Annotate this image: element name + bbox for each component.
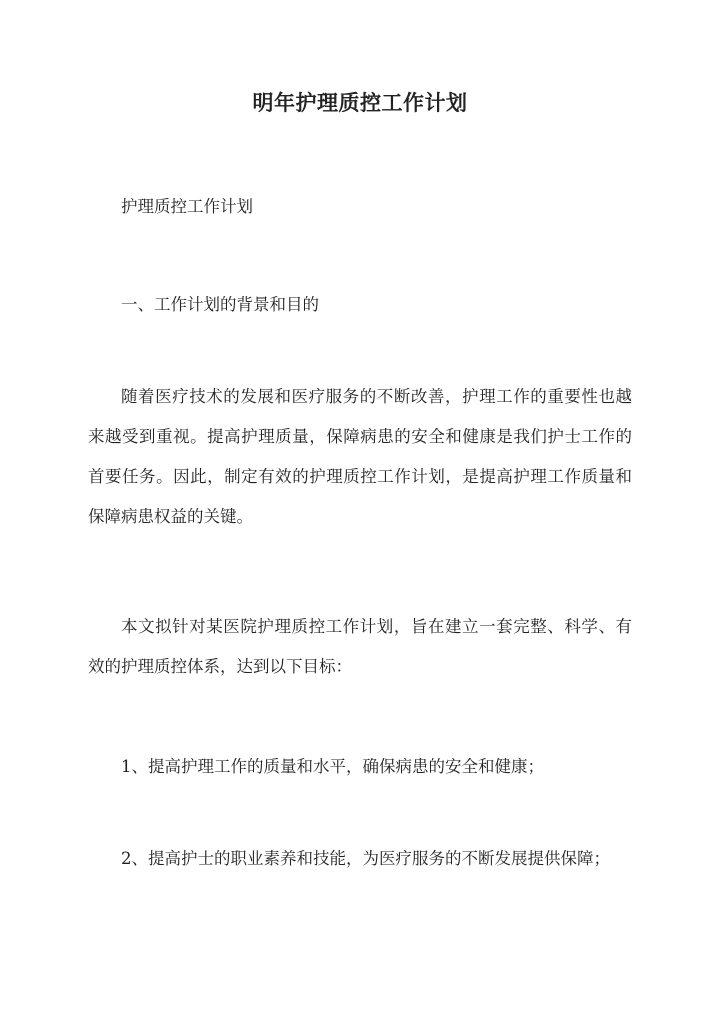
goal-item: 1、提高护理工作的质量和水平，确保病患的安全和健康； (121, 757, 544, 776)
body-paragraph: 随着医疗技术的发展和医疗服务的不断改善，护理工作的重要性也越来越受到重视。提高护理质量，保障病患的安全和健康是我们护士工作的首要任务。因此，制定有效的护理质控工作计划，是提高护理工作质量和保障病患权益的关键。 (88, 387, 632, 526)
document-title: 明年护理质控工作计划 (252, 90, 468, 115)
document-subtitle: 护理质控工作计划 (121, 197, 253, 216)
goal-item: 2、提高护士的职业素养和技能，为医疗服务的不断发展提供保障； (121, 849, 610, 868)
body-paragraph: 本文拟针对某医院护理质控工作计划，旨在建立一套完整、科学、有效的护理质控体系，达到以下目标： (88, 617, 632, 676)
section-heading: 一、工作计划的背景和目的 (121, 295, 319, 314)
